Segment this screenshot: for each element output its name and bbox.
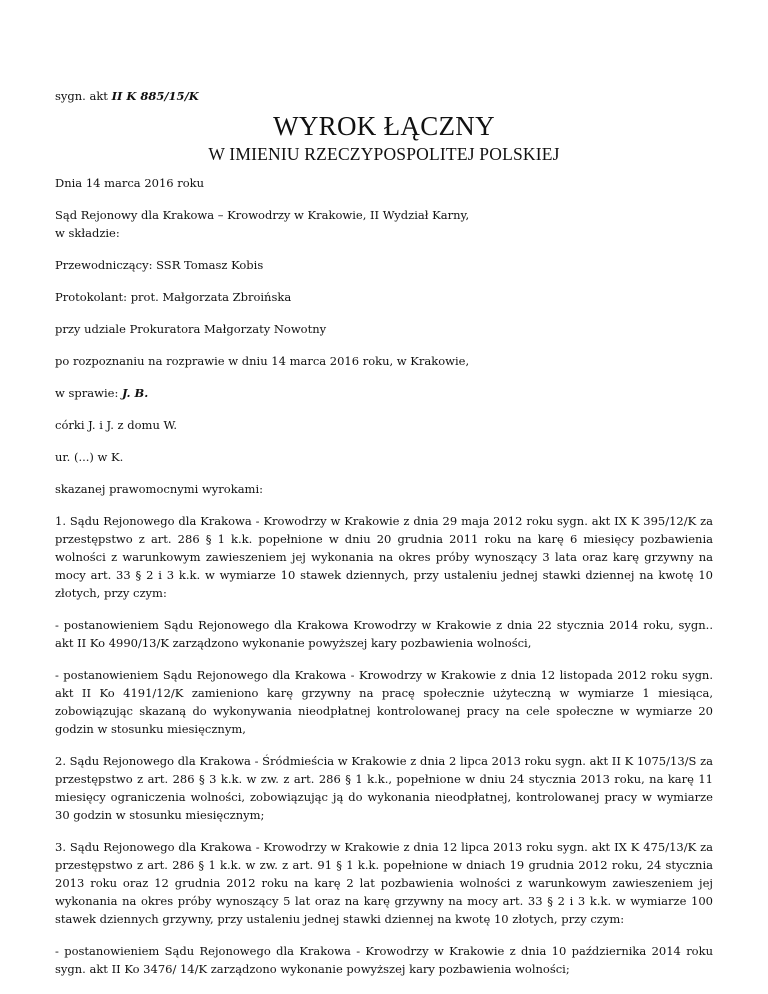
case-party [55, 384, 713, 402]
case-signature [55, 87, 713, 105]
conviction-item-1-note-1: - postanowieniem Sądu Rejonowego dla Krakowa Krowodrzy w Krakowie z dnia 22 stycznia 2014 roku, sygn.. akt II Ko 4990/13/K zarządzono wykonanie powyższej kary pozbawienia wolności, [55, 618, 713, 650]
case-signature-prefix: sygn. akt [55, 89, 112, 103]
court-clerk: Protokolant: prot. Małgorzata Zbroińska [55, 290, 292, 304]
conviction-item-1: 1. Sądu Rejonowego dla Krakowa - Krowodrzy w Krakowie z dnia 29 maja 2012 roku sygn. akt IX K 395/12/K za przestępstwo z art. 286 § 1 k.k. popełnione w dniu 20 grudnia 2011 roku na karę 6 miesięcy pozbawienia wolności z warunkowym zawieszeniem jej wykonania na okres próby wynoszący 3 lata oraz karę grzywny na mocy art. 33 § 2 i 3 k.k. w wymiarze 10 stawek dziennych, przy ustaleniu jednej stawki dziennej na kwotę 10 złotych, przy czym: [55, 514, 713, 600]
document-subtitle: W IMIENIU RZECZYPOSPOLITEJ POLSKIEJ [208, 144, 560, 164]
convictions-intro: skazanej prawomocnymi wyrokami: [55, 482, 264, 496]
document-title: WYROK ŁĄCZNY [273, 111, 495, 141]
conviction-item-2: 2. Sądu Rejonowego dla Krakowa - Śródmieścia w Krakowie z dnia 2 lipca 2013 roku sygn. akt II K 1075/13/S za przestępstwo z art. 286 § 3 k.k. w zw. z art. 286 § 1 k.k., popełnione w dniu 24 stycznia 2013 roku, na karę 11 miesięcy ograniczenia wolności, zobowiązując ją do wykonania nieodpłatnej, kontrolowanej pracy w wymiarze 30 godzin w stosunku miesięcznym; [55, 754, 713, 822]
case-party-name: J. B. [121, 386, 149, 400]
case-party-prefix: w sprawie: [55, 386, 122, 400]
judgment-date: Dnia 14 marca 2016 roku [55, 176, 205, 190]
hearing-info: po rozpoznaniu na rozprawie w dniu 14 marca 2016 roku, w Krakowie, [55, 354, 470, 368]
conviction-item-3-note-1: - postanowieniem Sądu Rejonowego dla Krakowa - Krowodrzy w Krakowie z dnia 10 października 2014 roku sygn. akt II Ko 3476/ 14/K zarządzono wykonanie powyższej kary pozbawienia wolności; [55, 944, 713, 976]
document-page [55, 87, 713, 992]
prosecutor: przy udziale Prokuratora Małgorzaty Nowotny [55, 322, 327, 336]
case-signature-number: II K 885/15/K [111, 89, 199, 103]
conviction-item-1-note-2: - postanowieniem Sądu Rejonowego dla Krakowa - Krowodrzy w Krakowie z dnia 12 listopada 2012 roku sygn. akt II Ko 4191/12/K zamieniono karę grzywny na pracę społecznie użyteczną w wymiarze 1 miesiąca, zobowiązując skazaną do wykonywania nieodpłatnej kontrolowanej pracy na cele społeczne w wymiarze 20 godzin w stosunku miesięcznym, [55, 668, 713, 736]
party-parents: córki J. i J. z domu W. [55, 418, 177, 432]
conviction-item-3: 3. Sądu Rejonowego dla Krakowa - Krowodrzy w Krakowie z dnia 12 lipca 2013 roku sygn. akt IX K 475/13/K za przestępstwo z art. 286 § 1 k.k. w zw. z art. 91 § 1 k.k. popełnione w dniach 19 grudnia 2012 roku, 24 stycznia 2013 roku oraz 12 grudnia 2012 roku na karę 2 lat pozbawienia wolności z warunkowym zawieszeniem jej wykonania na okres próby wynoszący 5 lat oraz na karę grzywny na mocy art. 33 § 2 i 3 k.k. w wymiarze 100 stawek dziennych grzywny, przy ustaleniu jednej stawki dziennej na kwotę 10 złotych, przy czym: [55, 840, 713, 926]
court-name: Sąd Rejonowy dla Krakowa – Krowodrzy w Krakowie, II Wydział Karny, [55, 208, 470, 222]
court-composition-label: w składzie: [55, 226, 120, 240]
court-composition [55, 206, 713, 242]
presiding-judge: Przewodniczący: SSR Tomasz Kobis [55, 258, 264, 272]
party-birth: ur. (...) w K. [55, 450, 124, 464]
